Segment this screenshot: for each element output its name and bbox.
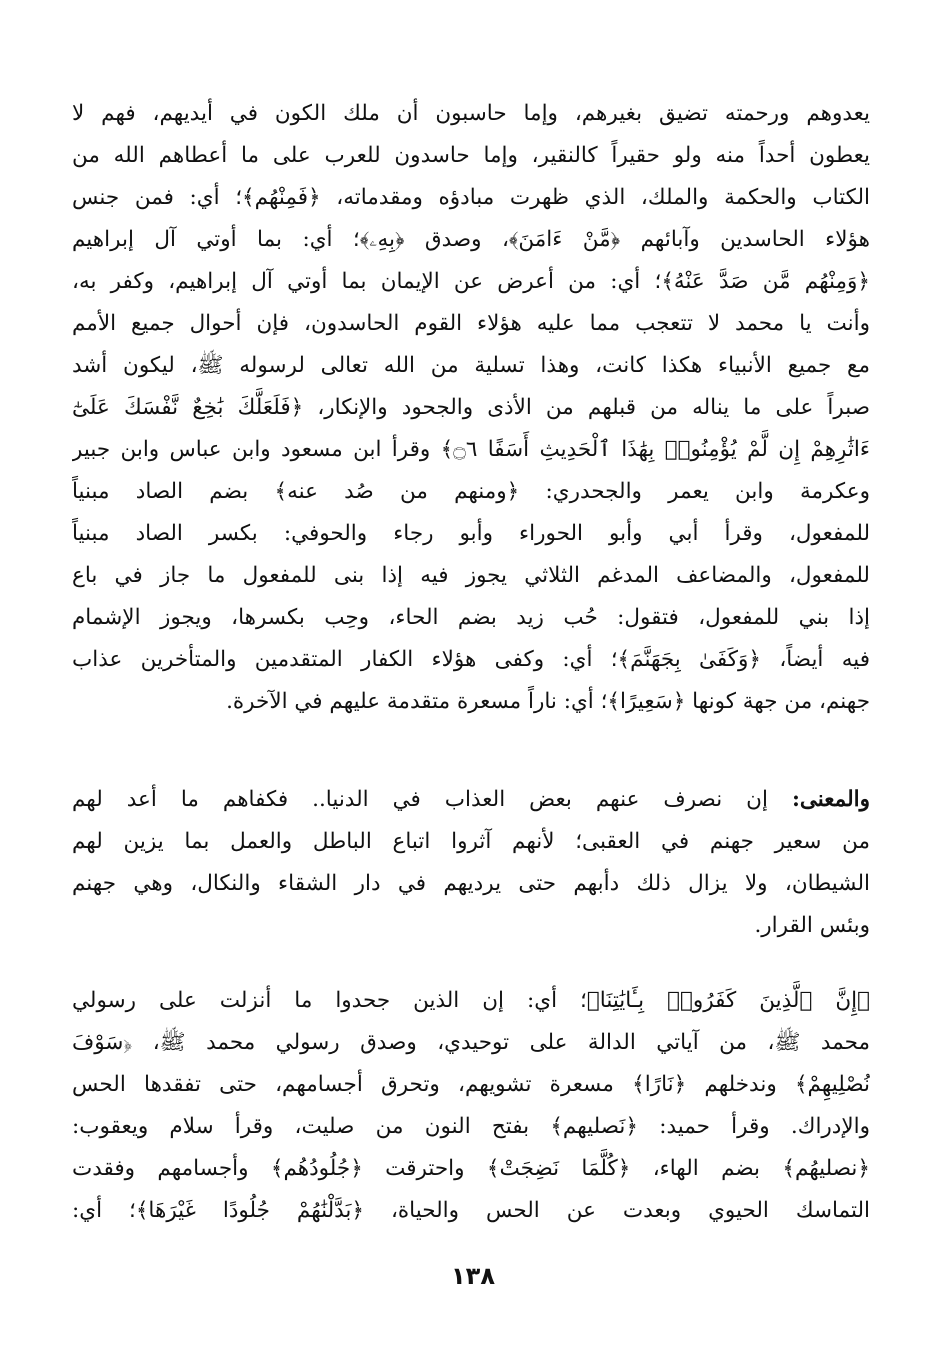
text-line: هؤلاء الحاسدين وآبائهم ﴿مَّنْ ءَامَنَ﴾، وصدق ﴿بِهِۦ﴾؛ أي: بما أوتي آل إبراهيم <box>72 227 870 252</box>
paragraph-2 <box>72 779 870 947</box>
text-line: وبئس القرار. <box>754 913 870 938</box>
text-line: إذا بني للمفعول، فتقول: حُب زيد بضم الحاء، وحِب بكسرها، ويجوز الإشمام <box>72 605 870 630</box>
text-line: يعطون أحداً منه ولو حقيراً كالنقير، وإما حاسدون للعرب على ما أعطاهم الله من <box>72 143 870 168</box>
text-line-rest: إن نصرف عنهم بعض العذاب في الدنيا.. فكفاهم ما أعد لهم <box>72 787 792 812</box>
text-line: للمفعول، والمضاعف المدغم الثلاثي يجوز فيه إذا بنى للمفعول ما جاز في باع <box>72 563 870 588</box>
text-line: للمفعول، وقرأ أبي وأبو الحوراء وأبو رجاء والحوفي: بكسر الصاد مبنياً <box>72 521 870 546</box>
text-line: من سعير جهنم في العقبى؛ لأنهم آثروا اتباع الباطل والعمل بما يزين لهم <box>72 829 870 854</box>
text-line: محمد ﷺ، من آياتي الدالة على توحيدي، وصدق رسولي محمد ﷺ، ﴿سَوْفَ <box>72 1030 870 1055</box>
text-line: ءَاثَٰرِهِمْ إِن لَّمْ يُؤْمِنُوا۟ بِهَٰذَا ٱلْحَدِيثِ أَسَفًا ۝٦﴾ وقرأ ابن مسعود وابن عباس وابن جبير <box>72 437 870 462</box>
text-line <box>72 779 870 821</box>
text-line: نُصْلِيهِمْ﴾ وندخلهم ﴿نَارًا﴾ مسعرة تشويهم، وتحرق أجسامهم، حتى تفقدها الحس <box>72 1072 870 1097</box>
text-line: ﴿وَمِنْهُم مَّن صَدَّ عَنْهُ﴾؛ أي: من أعرض عن الإيمان بما أوتي آل إبراهيم، وكفر به، <box>72 269 870 294</box>
text-line: التماسك الحيوي وبعدت عن الحس والحياة، ﴿بَدَّلْنَٰهُمْ جُلُودًا غَيْرَهَا﴾؛ أي: <box>72 1198 870 1223</box>
text-line: ﴿إِنَّ ٱلَّذِينَ كَفَرُوا۟ بِـَٔايَٰتِنَا﴾؛ أي: إن الذين جحدوا ما أنزلت على رسولي <box>72 988 870 1013</box>
text-line: الشيطان، ولا يزال ذلك دأبهم حتى يرديهم في دار الشقاء والنكال، وهي جهنم <box>72 871 870 896</box>
text-line: صبراً على ما يناله من قبلهم من الأذى والجحود والإنكار، ﴿فَلَعَلَّكَ بَٰخِعٌ نَّفْسَكَ عَلَىٰٓ <box>72 395 870 420</box>
text-line: مع جميع الأنبياء هكذا كانت، وهذا تسلية من الله تعالى لرسوله ﷺ، ليكون أشد <box>72 353 870 378</box>
text-line: وأنت يا محمد لا تتعجب مما عليه هؤلاء القوم الحاسدون، فإن أحوال جميع الأمم <box>72 311 870 336</box>
paragraph-1 <box>72 93 870 723</box>
text-line: الكتاب والحكمة والملك، الذي ظهرت مبادؤه ومقدماته، ﴿فَمِنْهُم﴾؛ أي: فمن جنس <box>72 185 870 210</box>
page-number: ١٣٨ <box>451 1262 495 1290</box>
text-line: يعدوهم ورحمته تضيق بغيرهم، وإما حاسبون أن ملك الكون في أيديهم، فهم لا <box>72 101 870 126</box>
text-line: وعكرمة وابن يعمر والجحدري: ﴿ومنهم من صُد عنه﴾ بضم الصاد مبنياً <box>72 479 870 504</box>
text-line: ﴿نصليهُم﴾ بضم الهاء، ﴿كُلَّمَا نَضِجَتْ﴾ واحترقت ﴿جُلُودُهُم﴾ وأجسامهم وفقدت <box>72 1156 870 1181</box>
text-line: فيه أيضاً، ﴿وَكَفَىٰ بِجَهَنَّمَ﴾؛ أي: وكفى هؤلاء الكفار المتقدمين والمتأخرين عذاب <box>72 647 870 672</box>
paragraph-lead: والمعنى: <box>791 787 870 812</box>
text-line: والإدراك. وقرأ حميد: ﴿نَصليهم﴾ بفتح النون من صليت، وقرأ سلام ويعقوب: <box>72 1114 870 1139</box>
text-line: جهنم، من جهة كونها ﴿سَعِيرًا﴾؛ أي: ناراً مسعرة متقدمة عليهم في الآخرة. <box>226 689 870 714</box>
paragraph-3 <box>72 980 870 1232</box>
